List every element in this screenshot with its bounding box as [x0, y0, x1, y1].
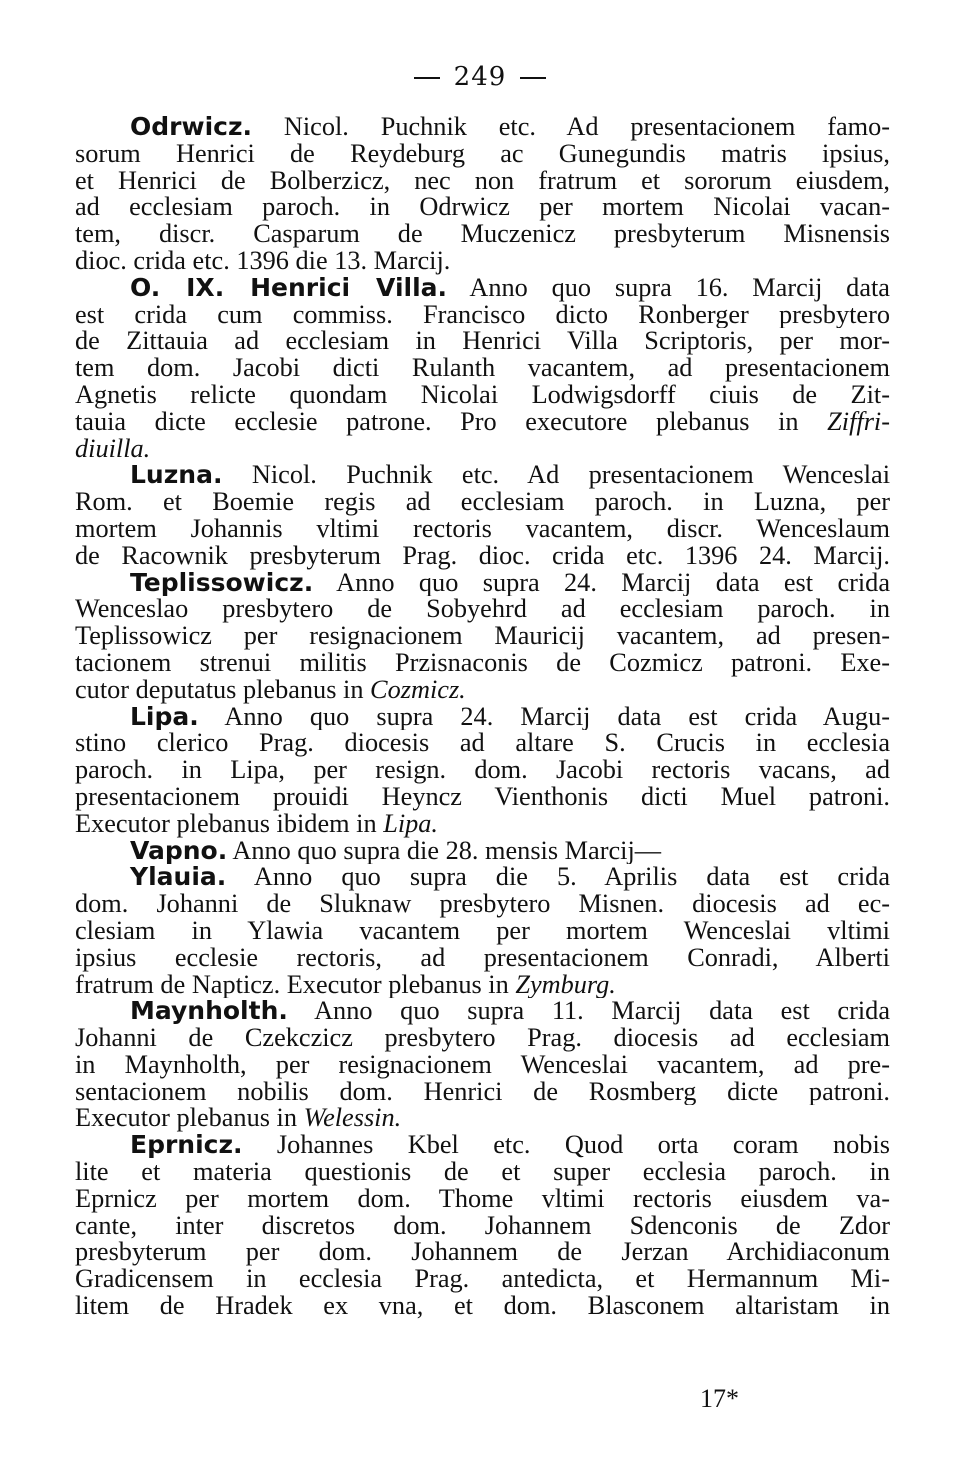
line-text: Wenceslao presbytero de Sobyehrd ad ecclesiam paroch. in — [75, 596, 890, 624]
line-text: litem de Hradek ex vna, et dom. Blasconem altaristam in — [75, 1293, 890, 1320]
line-text: ipsius ecclesie rectoris, ad presentacionem Conradi, Alberti — [75, 944, 890, 972]
italic-place-name: Ziffri- — [827, 408, 890, 436]
line-text: Anno quo supra 11. Marcij data est crida — [287, 998, 890, 1026]
text-line — [75, 436, 890, 463]
text-line — [75, 811, 890, 838]
text-line — [75, 489, 890, 516]
text-line — [75, 275, 890, 302]
italic-place-name: Zymburg. — [515, 971, 616, 999]
header-dash-right — [520, 77, 546, 79]
line-text: Nicol. Puchnik etc. Ad presentacionem Wenceslai — [222, 462, 890, 490]
text-line — [75, 355, 890, 382]
text-line — [75, 784, 890, 811]
header-dash-left — [414, 77, 440, 79]
text-line — [75, 1052, 890, 1079]
line-text: tauia dicte ecclesie patrone. Pro executore plebanus in — [75, 408, 828, 436]
text-line — [75, 891, 890, 918]
text-line — [75, 1079, 890, 1106]
text-line — [75, 168, 890, 195]
line-text: stino clerico Prag. diocesis ad altare S. Crucis in ecclesia — [75, 730, 890, 758]
line-text: clesiam in Ylawia vacantem per mortem Wenceslai vltimi — [75, 917, 890, 945]
text-line — [75, 570, 890, 597]
line-text: Eprnicz per mortem dom. Thome vltimi rectoris eiusdem va- — [75, 1185, 890, 1213]
text-line — [75, 677, 890, 704]
text-line — [75, 1186, 890, 1213]
line-text: de Zittauia ad ecclesiam in Henrici Villa Scriptoris, per mor- — [75, 328, 890, 356]
page-number: 249 — [453, 62, 507, 92]
line-text: Anno quo supra 24. Marcij data est crida Augu- — [198, 703, 890, 731]
line-text: et Henrici de Bolberzicz, nec non fratrum et sororum eiusdem, — [75, 167, 890, 195]
entry-heading: Odrwicz. — [130, 114, 253, 141]
line-text: sorum Henrici de Reydeburg ac Gunegundis matris ipsius, — [75, 140, 890, 168]
text-line — [75, 141, 890, 168]
entry-heading: Eprnicz. — [130, 1132, 243, 1160]
line-text: Johanni de Czekczicz presbytero Prag. diocesis ad ecclesiam — [75, 1025, 890, 1052]
text-line — [75, 1025, 890, 1052]
italic-place-name: Lipa. — [383, 810, 438, 838]
body-text — [75, 114, 890, 1320]
line-text: Johannes Kbel etc. Quod orta coram nobis — [242, 1132, 890, 1160]
line-text: paroch. in Lipa, per resign. dom. Jacobi rectoris vacans, ad — [75, 757, 890, 784]
line-text: est crida cum commiss. Francisco dicto Ronberger presbytero — [75, 301, 890, 329]
text-line — [75, 704, 890, 731]
text-line — [75, 221, 890, 248]
signature-mark: 17* — [700, 1384, 739, 1413]
line-text: presbyterum per dom. Johannem de Jerzan Archidiaconum — [75, 1239, 890, 1267]
line-text: Executor plebanus ibidem in — [75, 810, 384, 838]
text-line — [75, 918, 890, 945]
text-line — [75, 1239, 890, 1266]
entry-heading: Maynholth. — [130, 998, 288, 1026]
line-text: in Maynholth, per resignacionem Wenceslai vacantem, ad pre- — [75, 1051, 890, 1079]
text-line — [75, 998, 890, 1025]
italic-place-name: Cozmicz. — [370, 676, 466, 704]
entry-heading: O. IX. Henrici Villa. — [130, 274, 448, 302]
line-text: de Racownik presbyterum Prag. dioc. crida etc. 1396 24. Marcij. — [75, 542, 890, 570]
line-text: presentacionem prouidi Heyncz Vienthonis dicti Muel patroni. — [75, 783, 890, 811]
line-text: cutor deputatus plebanus in — [75, 676, 371, 704]
text-line — [75, 1159, 890, 1186]
line-text: lite et materia questionis de et super ecclesia paroch. in — [75, 1159, 890, 1186]
italic-place-name: diuilla. — [75, 435, 151, 463]
italic-place-name: Welessin. — [303, 1105, 402, 1133]
line-text: Teplissowicz per resignacionem Mauricij vacantem, ad presen- — [75, 623, 890, 650]
text-line — [75, 114, 890, 141]
line-text: Rom. et Boemie regis ad ecclesiam paroch. in Luzna, per — [75, 489, 890, 516]
text-line — [75, 945, 890, 972]
line-text: Anno quo supra 16. Marcij data — [447, 274, 890, 302]
entry-heading: Vapno. — [130, 837, 228, 865]
line-text: Nicol. Puchnik etc. Ad presentacionem famo- — [252, 114, 890, 141]
text-line — [75, 972, 890, 999]
text-line — [75, 543, 890, 570]
text-line — [75, 1105, 890, 1132]
text-line — [75, 1266, 890, 1293]
line-text: fratrum de Napticz. Executor plebanus in — [75, 971, 516, 999]
line-text: Executor plebanus in — [75, 1105, 304, 1133]
line-text: dioc. crida etc. 1396 die 13. Marcij. — [75, 247, 451, 275]
entry-heading: Lipa. — [130, 703, 199, 731]
line-text: cante, inter discretos dom. Johannem Sdenconis de Zdor — [75, 1212, 890, 1240]
line-text: sentacionem nobilis dom. Henrici de Rosmberg dicte patroni. — [75, 1078, 890, 1106]
line-text: Anno quo supra 24. Marcij data est crida — [313, 569, 890, 597]
text-line — [75, 248, 890, 275]
text-line — [75, 757, 890, 784]
text-line — [75, 328, 890, 355]
text-line — [75, 302, 890, 329]
text-line — [75, 838, 890, 865]
text-line — [75, 516, 890, 543]
text-line — [75, 596, 890, 623]
line-text: tem, discr. Casparum de Muczenicz presbyterum Misnensis — [75, 221, 890, 248]
entry-heading: Ylauia. — [130, 864, 227, 892]
line-text: tem dom. Jacobi dicti Rulanth vacantem, ad presentacionem — [75, 355, 890, 382]
line-text: tacionem strenui militis Przisnaconis de Cozmicz patroni. Exe- — [75, 649, 890, 677]
text-line — [75, 650, 890, 677]
text-line — [75, 623, 890, 650]
line-text: mortem Johannis vltimi rectoris vacantem, discr. Wenceslaum — [75, 515, 890, 543]
text-line — [75, 1293, 890, 1320]
line-text: Anno quo supra die 28. mensis Marcij— — [227, 837, 662, 865]
line-text: Agnetis relicte quondam Nicolai Lodwigsdorff ciuis de Zit- — [75, 381, 890, 409]
line-text: ad ecclesiam paroch. in Odrwicz per mortem Nicolai vacan- — [75, 194, 890, 222]
entry-heading: Luzna. — [130, 462, 223, 490]
text-line — [75, 462, 890, 489]
text-line — [75, 864, 890, 891]
text-line — [75, 1132, 890, 1159]
entry-heading: Teplissowicz. — [130, 569, 314, 597]
text-line — [75, 382, 890, 409]
text-line — [75, 409, 890, 436]
line-text: Gradicensem in ecclesia Prag. antedicta, et Hermannum Mi- — [75, 1266, 890, 1294]
line-text: dom. Johanni de Sluknaw presbytero Misnen. diocesis ad ec- — [75, 891, 890, 918]
text-line — [75, 1213, 890, 1240]
text-line — [75, 730, 890, 757]
page-header — [0, 62, 960, 92]
text-line — [75, 194, 890, 221]
line-text: Anno quo supra die 5. Aprilis data est crida — [226, 864, 890, 892]
